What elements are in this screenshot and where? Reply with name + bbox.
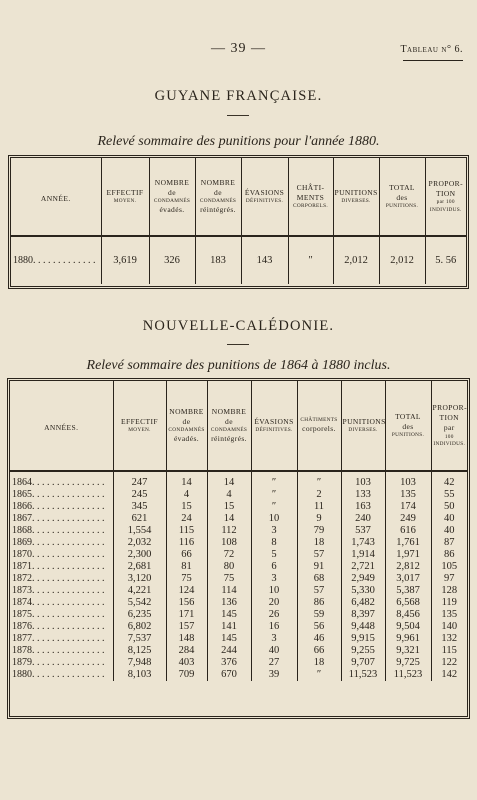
row-year: 1876. . . . . . . . . . . . . . .: [12, 621, 105, 632]
cell-evades: 115: [166, 525, 207, 537]
cell-punitions: 2,721: [341, 561, 385, 573]
table-row: [10, 501, 467, 513]
table-subtitle-caledonie: Relevé sommaire des punitions de 1864 à 1880 inclus.: [86, 358, 391, 373]
table-row: [10, 537, 467, 549]
row-year: 1867. . . . . . . . . . . . . . .: [12, 513, 105, 524]
divider: [227, 115, 249, 116]
cell-evasions: 143: [241, 236, 288, 284]
cell-evades: 4: [166, 489, 207, 501]
cell-total: 11,523: [385, 669, 431, 681]
table-row: [10, 609, 467, 621]
cell-total: 9,725: [385, 657, 431, 669]
cell-proportion: 105: [431, 561, 467, 573]
cell-total: 6,568: [385, 597, 431, 609]
cell-proportion: 142: [431, 669, 467, 681]
row-year: 1880. . . . . . . . . . . . .: [13, 255, 96, 266]
cell-effectif: 247: [113, 477, 166, 489]
cell-punitions: 163: [341, 501, 385, 513]
table-row: [10, 489, 467, 501]
cell-chatiments: 79: [297, 525, 341, 537]
col-header-evasions: ÉVASIONS DÉFINITIVES.: [241, 158, 288, 236]
cell-effectif: 245: [113, 489, 166, 501]
cell-evasions: 3: [251, 573, 297, 585]
cell-reintegres: 14: [207, 513, 251, 525]
cell-punitions: 240: [341, 513, 385, 525]
row-year: 1870. . . . . . . . . . . . . . .: [12, 549, 105, 560]
cell-evades: 81: [166, 561, 207, 573]
cell-evades: 709: [166, 669, 207, 681]
page-number: — 39 —: [211, 41, 266, 56]
cell-reintegres: 376: [207, 657, 251, 669]
cell-punitions: 11,523: [341, 669, 385, 681]
cell-effectif: 7,537: [113, 633, 166, 645]
cell-proportion: 128: [431, 585, 467, 597]
col-header-evasions: ÉVASIONS DÉFINITIVES.: [251, 381, 297, 471]
col-header-annee: ANNÉE.: [11, 158, 101, 236]
table-row: [10, 669, 467, 681]
row-year: 1864. . . . . . . . . . . . . . .: [12, 477, 105, 488]
cell-proportion: 40: [431, 525, 467, 537]
cell-chatiments: 2: [297, 489, 341, 501]
cell-effectif: 621: [113, 513, 166, 525]
cell-chatiments: 57: [297, 585, 341, 597]
col-header-chatiments: CHÂTI- MENTS CORPORELS.: [288, 158, 333, 236]
row-year: 1875. . . . . . . . . . . . . . .: [12, 609, 105, 620]
cell-proportion: 122: [431, 657, 467, 669]
cell-effectif: 2,300: [113, 549, 166, 561]
cell-total: 249: [385, 513, 431, 525]
cell-reintegres: 108: [207, 537, 251, 549]
cell-evades: 326: [149, 236, 195, 284]
section-heading-guyane: GUYANE FRANÇAISE.: [154, 88, 323, 104]
cell-evasions: 10: [251, 513, 297, 525]
cell-chatiments: 56: [297, 621, 341, 633]
section-heading-caledonie: NOUVELLE-CALÉDONIE.: [142, 318, 335, 334]
row-year: 1878. . . . . . . . . . . . . . .: [12, 645, 105, 656]
cell-evades: 24: [166, 513, 207, 525]
table-row: [10, 645, 467, 657]
row-year: 1874. . . . . . . . . . . . . . .: [12, 597, 105, 608]
cell-chatiments: 86: [297, 597, 341, 609]
divider: [227, 344, 249, 345]
cell-total: 9,961: [385, 633, 431, 645]
row-year: 1877. . . . . . . . . . . . . . .: [12, 633, 105, 644]
cell-reintegres: 72: [207, 549, 251, 561]
cell-chatiments: 18: [297, 657, 341, 669]
cell-evades: 148: [166, 633, 207, 645]
cell-proportion: 42: [431, 477, 467, 489]
table-row: [10, 585, 467, 597]
col-header-total: TOTAL des PUNITIONS.: [379, 158, 425, 236]
cell-evasions: 8: [251, 537, 297, 549]
row-year: 1865. . . . . . . . . . . . . . .: [12, 489, 105, 500]
cell-evades: 124: [166, 585, 207, 597]
cell-total: 2,812: [385, 561, 431, 573]
cell-evades: 66: [166, 549, 207, 561]
table-guyane: [8, 155, 469, 289]
cell-evasions: 3: [251, 525, 297, 537]
table-row: [10, 525, 467, 537]
cell-proportion: 5. 56: [425, 236, 466, 284]
cell-effectif: 345: [113, 501, 166, 513]
cell-punitions: 9,255: [341, 645, 385, 657]
cell-chatiments: 57: [297, 549, 341, 561]
row-year: 1871. . . . . . . . . . . . . . .: [12, 561, 105, 572]
cell-total: 5,387: [385, 585, 431, 597]
cell-evasions: 27: [251, 657, 297, 669]
row-year: 1879. . . . . . . . . . . . . . .: [12, 657, 105, 668]
table-caledonie-grid: [10, 381, 467, 681]
cell-reintegres: 136: [207, 597, 251, 609]
cell-evasions: 10: [251, 585, 297, 597]
table-row: [10, 477, 467, 489]
col-header-reintegres: NOMBRE de CONDAMNÉS réintégrés.: [207, 381, 251, 471]
cell-total: 9,504: [385, 621, 431, 633]
cell-effectif: 1,554: [113, 525, 166, 537]
cell-total: 3,017: [385, 573, 431, 585]
cell-punitions: 9,448: [341, 621, 385, 633]
table-row: [10, 633, 467, 645]
cell-evades: 14: [166, 477, 207, 489]
cell-proportion: 140: [431, 621, 467, 633]
cell-evades: 15: [166, 501, 207, 513]
table-row: [10, 597, 467, 609]
row-year: 1880. . . . . . . . . . . . . . .: [12, 669, 105, 680]
cell-effectif: 8,125: [113, 645, 166, 657]
cell-proportion: 135: [431, 609, 467, 621]
cell-total: 616: [385, 525, 431, 537]
row-year: 1868. . . . . . . . . . . . . . .: [12, 525, 105, 536]
cell-reintegres: 4: [207, 489, 251, 501]
cell-chatiments: 9: [297, 513, 341, 525]
cell-reintegres: 114: [207, 585, 251, 597]
table-caledonie: [7, 378, 470, 719]
cell-reintegres: 80: [207, 561, 251, 573]
cell-punitions: 9,915: [341, 633, 385, 645]
cell-evades: 403: [166, 657, 207, 669]
cell-proportion: 40: [431, 513, 467, 525]
row-year: 1873. . . . . . . . . . . . . . .: [12, 585, 105, 596]
cell-effectif: 2,681: [113, 561, 166, 573]
col-header-effectif: EFFECTIF MOYEN.: [113, 381, 166, 471]
cell-evades: 171: [166, 609, 207, 621]
cell-total: 1,971: [385, 549, 431, 561]
cell-effectif: 8,103: [113, 669, 166, 681]
cell-effectif: 3,619: [101, 236, 149, 284]
cell-effectif: 6,802: [113, 621, 166, 633]
cell-total: 103: [385, 477, 431, 489]
col-header-proportion: PROPOR- TION par 100 INDIVIDUS.: [425, 158, 466, 236]
col-header-annees: ANNÉES.: [10, 381, 113, 471]
col-header-reintegres: NOMBRE de CONDAMNÉS réintégrés.: [195, 158, 241, 236]
cell-proportion: 132: [431, 633, 467, 645]
cell-chatiments: 59: [297, 609, 341, 621]
cell-effectif: 3,120: [113, 573, 166, 585]
cell-evasions: 20: [251, 597, 297, 609]
cell-chatiments: 11: [297, 501, 341, 513]
cell-reintegres: 112: [207, 525, 251, 537]
cell-punitions: 6,482: [341, 597, 385, 609]
table-row: [10, 561, 467, 573]
cell-reintegres: 75: [207, 573, 251, 585]
cell-evasions: 16: [251, 621, 297, 633]
table-row: [10, 513, 467, 525]
cell-effectif: 6,235: [113, 609, 166, 621]
cell-effectif: 2,032: [113, 537, 166, 549]
cell-proportion: 50: [431, 501, 467, 513]
cell-punitions: 9,707: [341, 657, 385, 669]
table-reference: Tableau n° 6.: [400, 44, 463, 55]
col-header-evades: NOMBRE de CONDAMNÉS évadés.: [149, 158, 195, 236]
cell-total: 1,761: [385, 537, 431, 549]
table-row: [10, 549, 467, 561]
cell-reintegres: 145: [207, 633, 251, 645]
table-row: [10, 573, 467, 585]
cell-proportion: 115: [431, 645, 467, 657]
cell-proportion: 97: [431, 573, 467, 585]
cell-evades: 157: [166, 621, 207, 633]
cell-reintegres: 145: [207, 609, 251, 621]
cell-evades: 284: [166, 645, 207, 657]
row-year: 1866. . . . . . . . . . . . . . .: [12, 501, 105, 512]
cell-effectif: 4,221: [113, 585, 166, 597]
cell-punitions: 1,743: [341, 537, 385, 549]
cell-total: 9,321: [385, 645, 431, 657]
cell-reintegres: 14: [207, 477, 251, 489]
cell-evasions: 5: [251, 549, 297, 561]
table-guyane-grid: [11, 158, 466, 284]
col-header-total: TOTAL des PUNITIONS.: [385, 381, 431, 471]
cell-reintegres: 670: [207, 669, 251, 681]
cell-chatiments: 66: [297, 645, 341, 657]
col-header-proportion: PROPOR- TION par 100 INDIVIDUS.: [431, 381, 467, 471]
col-header-chatiments: CHÂTIMENTS corporels.: [297, 381, 341, 471]
cell-total: 8,456: [385, 609, 431, 621]
col-header-punitions: PUNITIONS DIVERSES.: [341, 381, 385, 471]
cell-punitions: 1,914: [341, 549, 385, 561]
cell-punitions: 133: [341, 489, 385, 501]
cell-proportion: 119: [431, 597, 467, 609]
cell-total: 174: [385, 501, 431, 513]
row-year: 1869. . . . . . . . . . . . . . .: [12, 537, 105, 548]
cell-evasions: 39: [251, 669, 297, 681]
col-header-punitions: PUNITIONS DIVERSES.: [333, 158, 379, 236]
table-subtitle-guyane: Relevé sommaire des punitions pour l'année 1880.: [97, 134, 380, 149]
cell-evasions: 40: [251, 645, 297, 657]
cell-punitions: 2,949: [341, 573, 385, 585]
cell-evades: 156: [166, 597, 207, 609]
cell-reintegres: 183: [195, 236, 241, 284]
cell-reintegres: 244: [207, 645, 251, 657]
col-header-effectif: EFFECTIF MOYEN.: [101, 158, 149, 236]
cell-chatiments: ″: [288, 236, 333, 284]
table-row: [10, 657, 467, 669]
cell-punitions: 103: [341, 477, 385, 489]
cell-evasions: ″: [251, 489, 297, 501]
cell-chatiments: ″: [297, 477, 341, 489]
col-header-evades: NOMBRE de CONDAMNÉS évadés.: [166, 381, 207, 471]
divider: [403, 60, 463, 61]
cell-reintegres: 141: [207, 621, 251, 633]
cell-effectif: 7,948: [113, 657, 166, 669]
cell-chatiments: 68: [297, 573, 341, 585]
cell-total: 2,012: [379, 236, 425, 284]
cell-reintegres: 15: [207, 501, 251, 513]
cell-punitions: 2,012: [333, 236, 379, 284]
row-year: 1872. . . . . . . . . . . . . . .: [12, 573, 105, 584]
cell-punitions: 8,397: [341, 609, 385, 621]
cell-chatiments: 46: [297, 633, 341, 645]
cell-chatiments: ″: [297, 669, 341, 681]
cell-evasions: 26: [251, 609, 297, 621]
table-row: [10, 621, 467, 633]
cell-total: 135: [385, 489, 431, 501]
table-row: [11, 236, 466, 284]
cell-proportion: 87: [431, 537, 467, 549]
cell-proportion: 86: [431, 549, 467, 561]
cell-evades: 116: [166, 537, 207, 549]
cell-evasions: 6: [251, 561, 297, 573]
cell-proportion: 55: [431, 489, 467, 501]
cell-punitions: 537: [341, 525, 385, 537]
cell-evasions: ″: [251, 501, 297, 513]
cell-punitions: 5,330: [341, 585, 385, 597]
cell-effectif: 5,542: [113, 597, 166, 609]
cell-chatiments: 18: [297, 537, 341, 549]
cell-evasions: ″: [251, 477, 297, 489]
cell-evades: 75: [166, 573, 207, 585]
cell-chatiments: 91: [297, 561, 341, 573]
cell-evasions: 3: [251, 633, 297, 645]
